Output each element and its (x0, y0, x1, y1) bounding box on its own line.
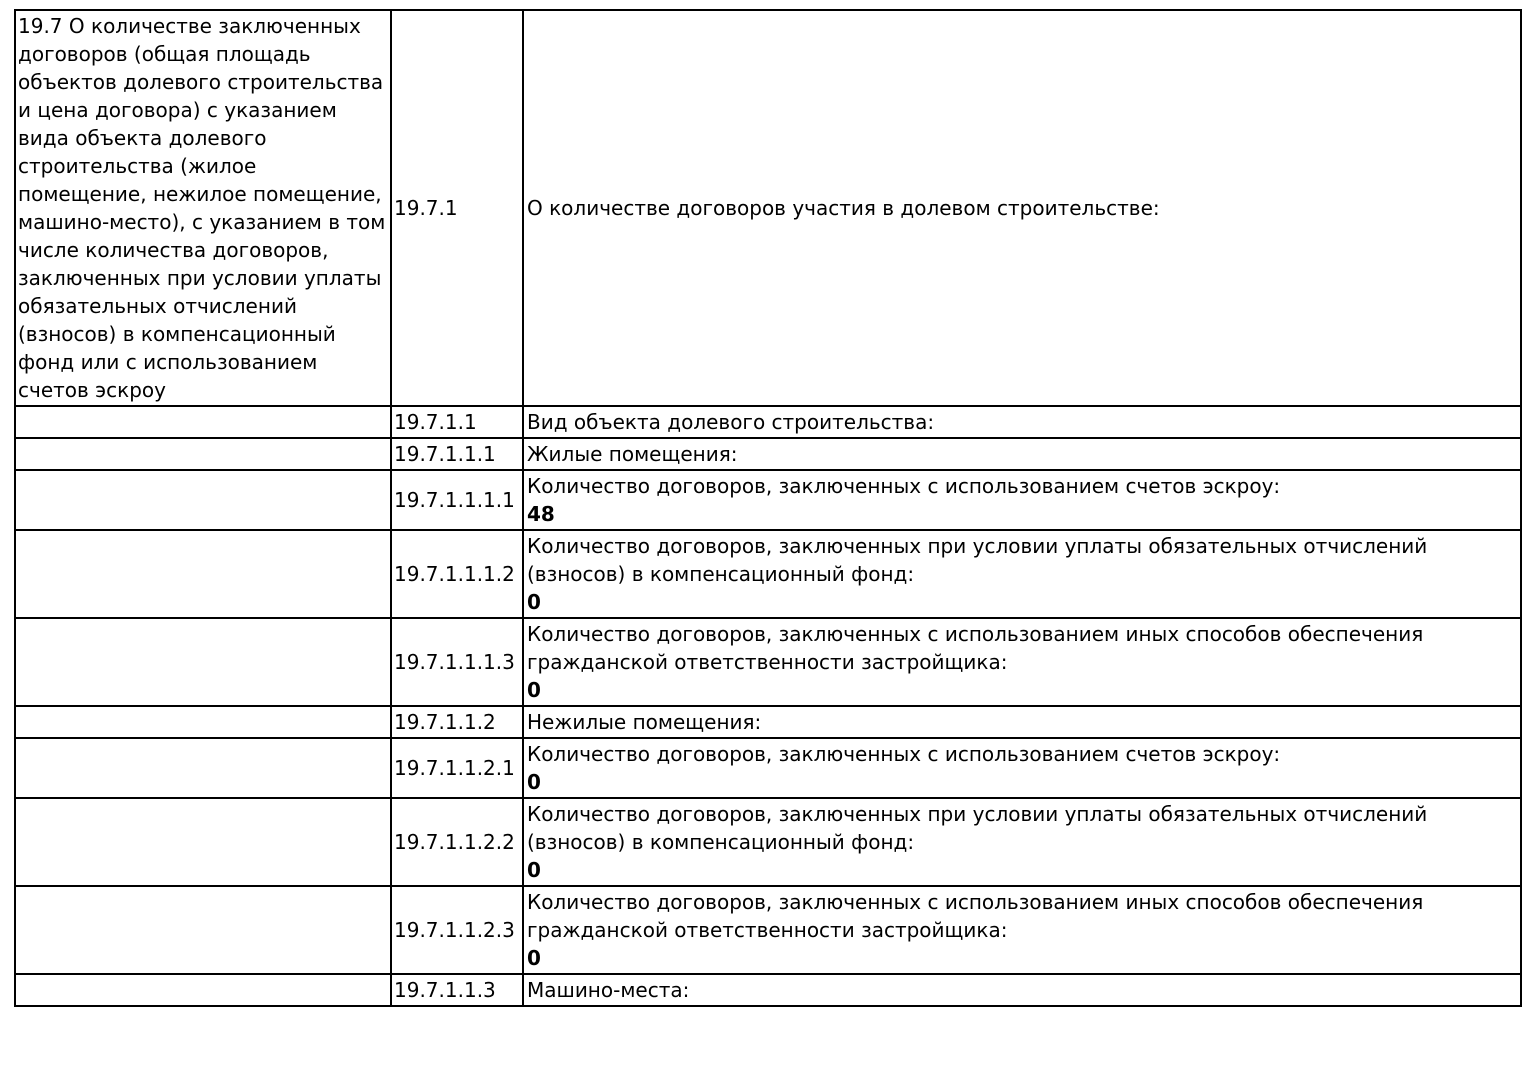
field-value: 0 (527, 858, 541, 882)
table-row (15, 10, 1521, 406)
field-label: Жилые помещения: (527, 442, 738, 466)
section-description-cell (15, 470, 391, 530)
section-description-cell (15, 438, 391, 470)
table-row (15, 438, 1521, 470)
row-code: 19.7.1.1 (391, 406, 523, 438)
field-label: О количестве договоров участия в долевом строительстве: (527, 196, 1160, 220)
field-label: Количество договоров, заключенных с использованием иных способов обеспечения гражданской ответственности застройщика: (527, 622, 1424, 674)
row-code: 19.7.1.1.3 (391, 974, 523, 1006)
row-content-cell (523, 470, 1521, 530)
field-value: 48 (527, 502, 555, 526)
row-code: 19.7.1.1.2.1 (391, 738, 523, 798)
row-code: 19.7.1.1.1.3 (391, 618, 523, 706)
row-code: 19.7.1.1.1.2 (391, 530, 523, 618)
row-code: 19.7.1.1.1 (391, 438, 523, 470)
field-label: Количество договоров, заключенных с использованием счетов эскроу: (527, 474, 1281, 498)
field-label: Нежилые помещения: (527, 710, 762, 734)
row-content-cell (523, 706, 1521, 738)
section-description-cell (15, 618, 391, 706)
field-value: 0 (527, 946, 541, 970)
declaration-table (14, 9, 1522, 1007)
field-value: 0 (527, 770, 541, 794)
row-content-cell (523, 974, 1521, 1006)
row-content-cell (523, 798, 1521, 886)
row-code: 19.7.1.1.1.1 (391, 470, 523, 530)
row-content-cell (523, 530, 1521, 618)
row-code: 19.7.1.1.2 (391, 706, 523, 738)
table-row (15, 470, 1521, 530)
row-content-cell (523, 406, 1521, 438)
section-description-cell (15, 974, 391, 1006)
section-description-cell (15, 738, 391, 798)
row-code: 19.7.1.1.2.2 (391, 798, 523, 886)
table-row (15, 618, 1521, 706)
row-content-cell (523, 618, 1521, 706)
row-content-cell (523, 886, 1521, 974)
table-row (15, 974, 1521, 1006)
row-code: 19.7.1.1.2.3 (391, 886, 523, 974)
table-row (15, 886, 1521, 974)
section-description-cell: 19.7 О количестве заключенных договоров (общая площадь объектов долевого строительства и цена договора) с указанием вида объекта долевого строительства (жилое помещение, нежилое помещение, машино-место), с указанием в том числе количества договоров, заключенных при условии уплаты обязательных отчислений (взносов) в компенсационный фонд или с использованием счетов эскроу (15, 10, 391, 406)
table-row (15, 738, 1521, 798)
field-label: Количество договоров, заключенных при условии уплаты обязательных отчислений (взносов) в компенсационный фонд: (527, 802, 1428, 854)
section-description-cell (15, 706, 391, 738)
table-row (15, 406, 1521, 438)
field-label: Вид объекта долевого строительства: (527, 410, 935, 434)
row-content-cell (523, 438, 1521, 470)
row-content-cell (523, 10, 1521, 406)
field-value: 0 (527, 590, 541, 614)
field-value: 0 (527, 678, 541, 702)
field-label: Количество договоров, заключенных с использованием иных способов обеспечения гражданской ответственности застройщика: (527, 890, 1424, 942)
field-label: Количество договоров, заключенных с использованием счетов эскроу: (527, 742, 1281, 766)
table-row (15, 706, 1521, 738)
section-description-cell (15, 406, 391, 438)
section-description-cell (15, 798, 391, 886)
row-code: 19.7.1 (391, 10, 523, 406)
section-description-cell (15, 886, 391, 974)
table-row (15, 798, 1521, 886)
section-description-cell (15, 530, 391, 618)
field-label: Количество договоров, заключенных при условии уплаты обязательных отчислений (взносов) в компенсационный фонд: (527, 534, 1428, 586)
table-row (15, 530, 1521, 618)
row-content-cell (523, 738, 1521, 798)
field-label: Машино-места: (527, 978, 690, 1002)
